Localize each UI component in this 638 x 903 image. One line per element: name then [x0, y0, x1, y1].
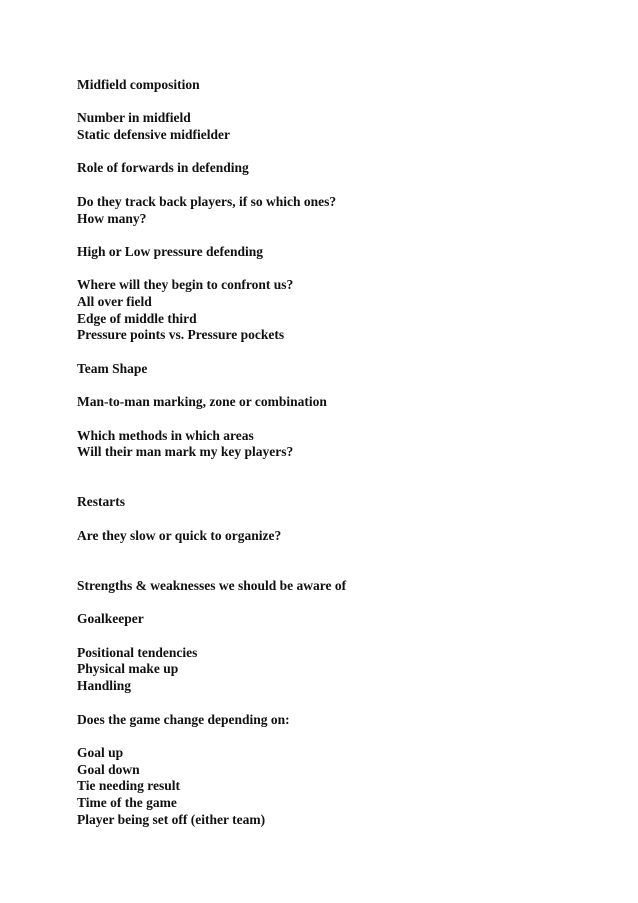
- text-line: Do they track back players, if so which ones?: [77, 193, 337, 209]
- paragraph: [77, 611, 597, 628]
- paragraph: [77, 361, 597, 378]
- text-line: Man-to-man marking, zone or combination: [77, 394, 327, 410]
- text-line: Where will they begin to confront us?: [77, 277, 294, 293]
- paragraph: [77, 110, 597, 143]
- text-line: Physical make up: [77, 661, 179, 677]
- heading-midfield-composition: Midfield composition: [77, 77, 200, 92]
- paragraph: [77, 494, 597, 511]
- text-line: How many?: [77, 210, 147, 226]
- document-body: [77, 77, 597, 845]
- text-line: Static defensive midfielder: [77, 127, 230, 143]
- text-line: High or Low pressure defending: [77, 243, 264, 259]
- paragraph: [77, 244, 597, 261]
- paragraph: [77, 428, 597, 461]
- text-line: Goal down: [77, 761, 140, 777]
- paragraph: [77, 578, 597, 595]
- text-line: Handling: [77, 678, 132, 694]
- text-line: Player being set off (either team): [77, 811, 266, 827]
- paragraph: [77, 77, 597, 94]
- paragraph: [77, 277, 597, 344]
- paragraph: [77, 394, 597, 411]
- paragraph: [77, 160, 597, 177]
- paragraph: [77, 645, 597, 695]
- text-line: Pressure points vs. Pressure pockets: [77, 327, 285, 343]
- paragraph: [77, 194, 597, 227]
- text-line: Goalkeeper: [77, 611, 144, 627]
- text-line: Does the game change depending on:: [77, 711, 290, 727]
- text-line: Time of the game: [77, 795, 177, 810]
- text-line: Role of forwards in defending: [77, 160, 249, 176]
- paragraph: [77, 745, 597, 829]
- text-line: Goal up: [77, 744, 124, 760]
- text-line: Team Shape: [77, 360, 148, 376]
- text-line: Number in midfield: [77, 110, 191, 126]
- text-line: Restarts: [77, 494, 125, 510]
- text-line: Are they slow or quick to organize?: [77, 527, 282, 543]
- text-line: All over field: [77, 294, 152, 310]
- text-line: Edge of middle third: [77, 310, 197, 326]
- text-line: Will their man mark my key players?: [77, 444, 294, 460]
- text-line: Strengths & weaknesses we should be aware of: [77, 577, 347, 593]
- text-line: Tie needing result: [77, 778, 181, 794]
- paragraph: [77, 528, 597, 545]
- text-line: Which methods in which areas: [77, 427, 254, 443]
- paragraph: [77, 712, 597, 729]
- text-line: Positional tendencies: [77, 644, 198, 660]
